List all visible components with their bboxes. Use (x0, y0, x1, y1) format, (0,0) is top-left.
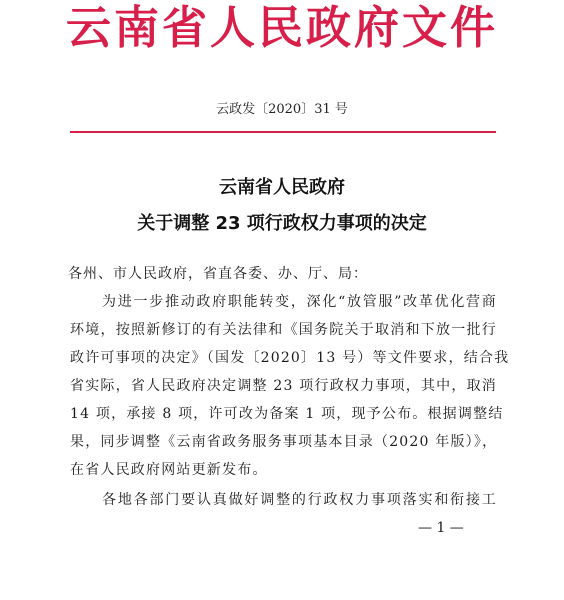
body-line-1: 为进一步推动政府职能转变，深化“放管服”改革优化营商 (102, 294, 497, 310)
document-number: 云政发〔2020〕31 号 (216, 102, 348, 117)
body-line-2: 环境，按照新修订的有关法律和《国务院关于取消和下放一批行 (70, 322, 497, 338)
page-number: — 1 — (418, 520, 464, 536)
body-line-3: 政许可事项的决定》（国发〔2020〕13 号）等文件要求，结合我 (70, 350, 510, 366)
body-line-8: 各地各部门要认真做好调整的行政权力事项落实和衔接工 (102, 492, 497, 508)
body-line-7: 在省人民政府网站更新发布。 (70, 462, 268, 478)
red-divider-line (70, 131, 496, 133)
document-title-line-1: 云南省人民政府 (219, 177, 345, 198)
salutation: 各州、市人民政府，省直各委、办、厅、局： (68, 266, 368, 282)
document-title-line-2: 关于调整 23 项行政权力事项的决定 (137, 213, 427, 234)
body-line-4: 省实际，省人民政府决定调整 23 项行政权力事项，其中，取消 (70, 378, 497, 394)
masthead-title: 云南省人民政府文件 (65, 1, 498, 54)
body-line-6: 果，同步调整《云南省政务服务事项基本目录（2020 年版）》， (70, 434, 498, 450)
body-line-5: 14 项，承接 8 项，许可改为备案 1 项，现予公布。根据调整结 (70, 406, 504, 422)
